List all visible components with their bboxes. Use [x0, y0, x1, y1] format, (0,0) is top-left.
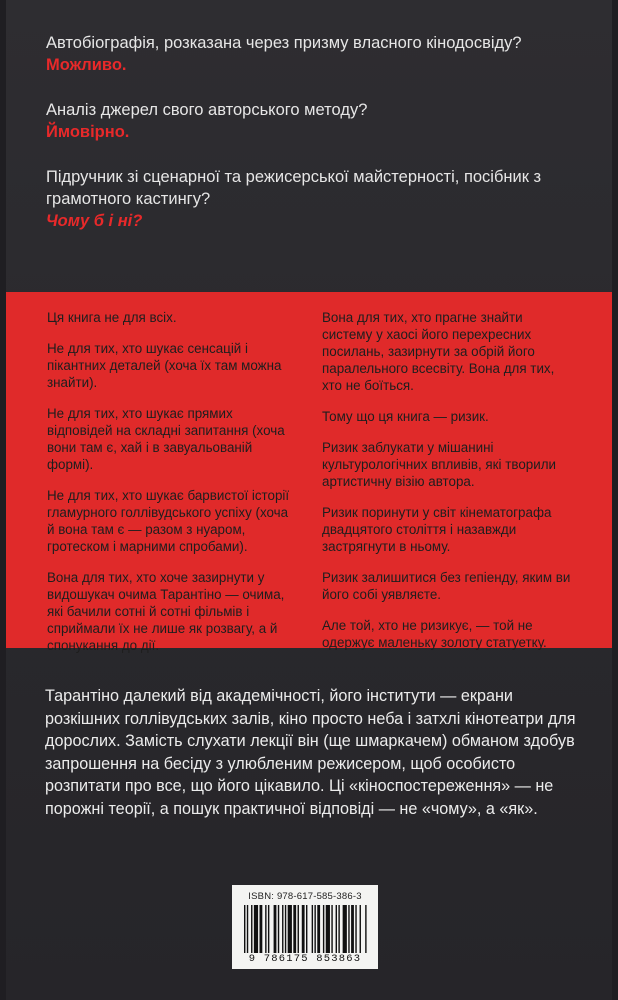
right-paragraph: Ризик залишитися без гепіенду, яким ви його собі уявляєте.	[322, 570, 571, 602]
barcode-digits: 9 786175 853863	[248, 953, 362, 965]
right-paragraph: Але той, хто не ризикує, — той не одержує маленьку золоту статуетку.	[322, 618, 547, 650]
right-paragraph: Ризик поринути у світ кінематографа двадцятого століття і назавжди застрягнути в ньому.	[322, 505, 552, 554]
questions-block	[46, 32, 566, 255]
question-3	[46, 166, 566, 232]
barcode-bars	[244, 905, 368, 953]
left-column	[47, 309, 297, 668]
right-column	[322, 309, 572, 665]
barcode-label	[232, 885, 378, 969]
question-text: Автобіографія, розказана через призму власного кінодосвіду?	[46, 34, 522, 52]
left-paragraph: Вона для тих, хто хоче зазирнути у видошукач очима Тарантіно — очима, які бачили сотні й сотні фільмів і сприймали їх не лише як розвагу, а й спонукання до дії.	[47, 570, 285, 653]
right-paragraph: Тому що ця книга — ризик.	[322, 409, 489, 424]
question-answer: Ймовірно.	[46, 123, 130, 141]
right-paragraph: Ризик заблукати у мішанині культурологічних впливів, які творили артистичну візію автора.	[322, 440, 556, 489]
question-text: Підручник зі сценарної та режисерської майстерності, посібник з грамотного кастингу?	[46, 168, 542, 208]
question-answer: Можливо.	[46, 56, 127, 74]
question-1	[46, 32, 566, 76]
left-paragraph: Ця книга не для всіх.	[47, 310, 177, 325]
question-answer: Чому б і ні?	[46, 212, 143, 230]
question-text: Аналіз джерел свого авторського методу?	[46, 101, 368, 119]
left-paragraph: Не для тих, хто шукає барвистої історії гламурного голлівудського успіху (хоча й вона там є — разом з нуаром, гротеском і марними спробами).	[47, 488, 290, 554]
isbn-text: ISBN: 978-617-585-386-3	[248, 891, 362, 902]
left-paragraph: Не для тих, хто шукає сенсацій і пікантних деталей (хоча їх там можна знайти).	[47, 341, 282, 390]
right-paragraph: Вона для тих, хто прагне знайти систему у хаосі його перехресних посилань, зазирнути за обрій його паралельного всесвіту. Вона для тих, хто не боїться.	[322, 310, 555, 393]
question-2	[46, 99, 566, 143]
left-paragraph: Не для тих, хто шукає прямих відповідей на складні запитання (хоча вони там є, хай і в завуальованій формі).	[47, 406, 285, 472]
description-paragraph: Тарантіно далекий від академічності, його інститути — екрани розкішних голлівудських залів, кіно просто неба і затхлі кінотеатри для дорослих. Замість слухати лекції він (ще шмаркачем) обманом здобув запрошення на бесіду з улюбленим режисером, щоб особисто розпитати про все, що його цікавило. Ці «кіноспостереження» — не порожні теорії, а пошук практичної відповіді — не «чому», а «як».	[45, 687, 576, 818]
